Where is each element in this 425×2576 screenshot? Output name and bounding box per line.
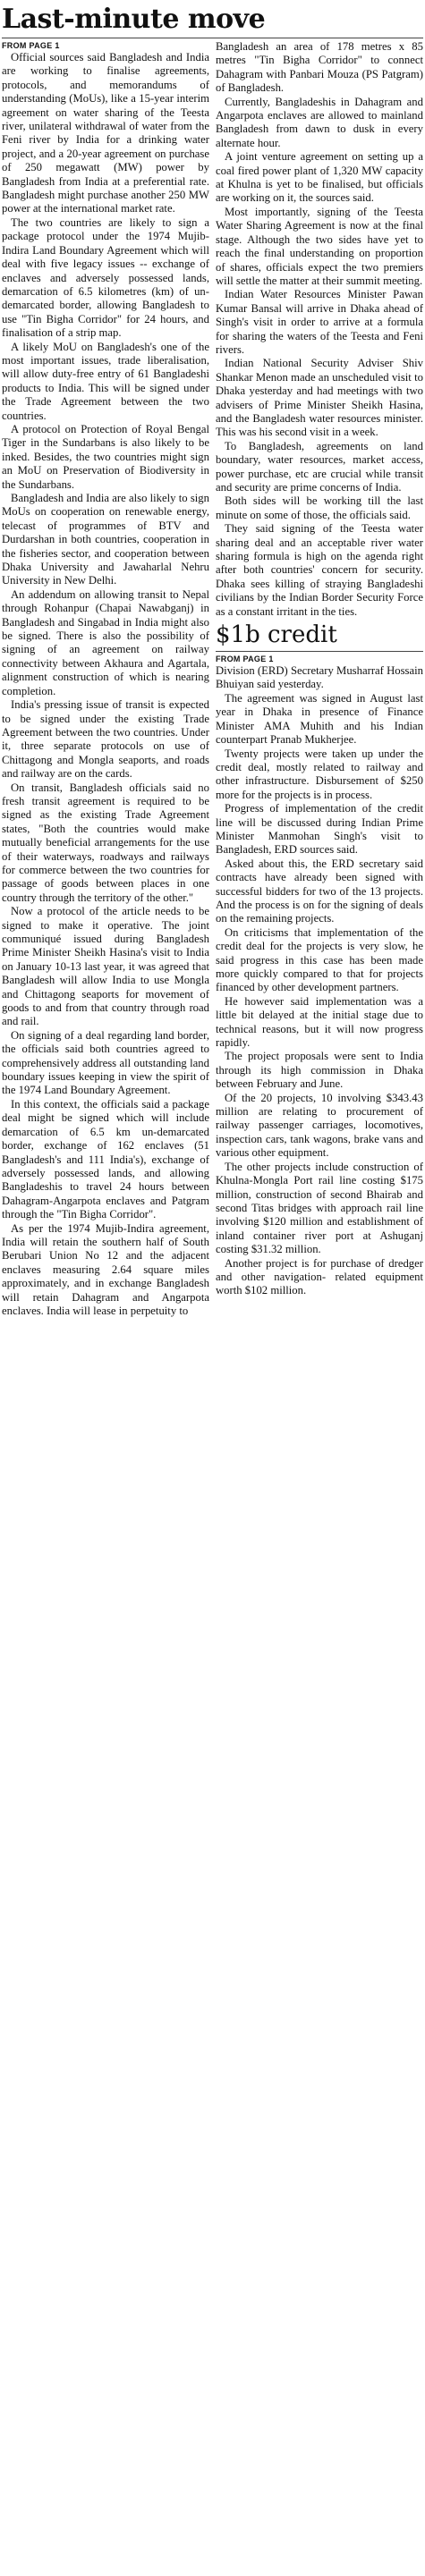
paragraph: As per the 1974 Mujib-Indira agreement, India will retain the southern half of South Berubari Union No 12 and the adjacent enclaves measuring 2.64 square miles approximately, and in exchange Bangladesh will retain Dahagram and Angarpota enclaves. India will lease in perpetuity to [2,1221,209,1317]
paragraph: India's pressing issue of transit is expected to be signed under the existing Trade Agreement between the two countries. Under it, three separate protocols on use of Chittagong and Mongla seaports, and roads and railway are on the cards. [2,698,209,781]
paragraph: He however said implementation was a little bit delayed at the initial stage due to technical reasons, but it will now progress rapidly. [216,994,423,1050]
paragraph: The agreement was signed in August last year in Dhaka in presence of Finance Minister AMA Muhith and his Indian counterpart Pranab Mukherjee. [216,691,423,747]
paragraph: Another project is for purchase of dredger and other navigation- related equipment worth $102 million. [216,1256,423,1297]
paragraph: Asked about this, the ERD secretary said contracts have already been signed with successful bidders for two of the 13 projects. And the process is on for the signing of deals on the remaining projects. [216,857,423,925]
paragraph: Of the 20 projects, 10 involving $343.43 million are relating to procurement of railway passenger carriages, locomotives, inspection cars, tank wagons, brake vans and various other equipment. [216,1091,423,1160]
paragraph: They said signing of the Teesta water sharing deal and an acceptable river water sharing formula is high on the agenda right after both countries' concern for security. Dhaka sees killing of straying Bangladeshi civilians by the Indian Border Security Force as a constant irritant in the ties. [216,522,423,618]
paragraph: Currently, Bangladeshis in Dahagram and Angarpota enclaves are allowed to mainland Bangladesh from dawn to dusk in every alternate hour. [216,95,423,149]
paragraph: The other projects include construction of Khulna-Mongla Port rail line costing $175 million, construction of second Bhairab and second Titas bridges with approach rail line involving $120 million and establishment of inland container river port at Ashuganj costing $31.32 million. [216,1160,423,1256]
paragraph: On criticisms that implementation of the credit deal for the projects is very slow, he said progress in this case has been made more quickly compared to that for projects financed by other development partners. [216,925,423,994]
paragraph: On signing of a deal regarding land border, the officials said both countries agreed to comprehensively address all outstanding land boundary issues keeping in view the spirit of the 1974 Land Boundary Agreement. [2,1028,209,1097]
newspaper-clipping [0,4,425,2576]
paragraph: Indian Water Resources Minister Pawan Kumar Bansal will arrive in Dhaka ahead of Singh's visit in order to arrive at a formula for sharing the waters of the Teesta and Feni rivers. [216,288,423,356]
paragraph: A joint venture agreement on setting up a coal fired power plant of 1,320 MW capacity at Khulna is yet to be finalised, but officials are working on it, the sources said. [216,150,423,205]
paragraph: To Bangladesh, agreements on land boundary, water resources, market access, power purchase, etc are crucial while transit and security are prime concerns of India. [216,439,423,494]
paragraph: Progress of implementation of the credit line will be discussed during Indian Prime Minister Manmohan Singh's visit to Bangladesh, ERD sources said. [216,802,423,857]
paragraph: Bangladesh an area of 178 metres x 85 metres "Tin Bigha Corridor" to connect Dahagram with Panbari Mouza (PS Patgram) of Bangladesh. [216,40,423,95]
article-columns [0,38,425,1318]
paragraph: Division (ERD) Secretary Musharraf Hossain Bhuiyan said yesterday. [216,664,423,691]
right-column [216,40,423,1318]
paragraph: Official sources said Bangladesh and India are working to finalise agreements, protocols, and memorandums of understanding (MoUs), like a 15-year interim agreement on water sharing of the Teesta river, unilateral withdrawal of water from the Feni river by India for a drinking water project, and a 20-year agreement on purchase of 250 megawatt (MW) power by Bangladesh from India at a preferential rate. Bangladesh might purchase another 250 MW power at the international market rate. [2,51,209,215]
subheadline: $1b credit [216,621,337,649]
paragraph: Bangladesh and India are also likely to sign MoUs on cooperation on renewable energy, telecast of programmes of BTV and Durdarshan in both countries, cooperation in the fisheries sector, and cooperation between Dhaka University and Jawaharlal Nehru University in New Delhi. [2,492,209,587]
paragraph: Now a protocol of the article needs to be signed to make it operative. The joint communiqué issued during Bangladesh Prime Minister Sheikh Hasina's visit to India on January 10-13 last year, it was agreed that Bangladesh will allow India to use Mongla and Chittagong seaports for movement of goods to and from that country through road and rail. [2,905,209,1028]
paragraph: An addendum on allowing transit to Nepal through Rohanpur (Chapai Nawabganj) in Bangladesh and Singabad in India might also be signed. There is also the possibility of signing of an agreement on railway connectivity between Akhaura and Agartala, alignment construction of which is nearing completion. [2,587,209,697]
jump-kicker: FROM PAGE 1 [2,41,60,50]
paragraph: On transit, Bangladesh officials said no fresh transit agreement is required to be signed as the existing Trade Agreement states, "Both the countries would make mutually beneficial arrangements for the use of their waterways, roadways and railways for commerce between the two countries for passage of goods between places in one country through the territory of the other." [2,781,209,904]
jump-kicker: FROM PAGE 1 [216,655,274,664]
paragraph: A likely MoU on Bangladesh's one of the most important issues, trade liberalisation, will allow duty-free entry of 61 Bangladeshi products to India. This will be signed under the Trade Agreement between the two countries. [2,340,209,422]
paragraph: The two countries are likely to sign a package protocol under the 1974 Mujib-Indira Land Boundary Agreement which will deal with five legacy issues -- exchange of enclaves and adversely possessed lands, demarcation of 6.5 kilometres (km) of un-demarcated border, allowing Bangladesh to use "Tin Bigha Corridor" for 24 hours, and finalisation of a strip map. [2,215,209,340]
headline: Last-minute move [2,4,266,35]
subheadline-rule [216,651,423,652]
paragraph: The project proposals were sent to India through its high commission in Dhaka between February and June. [216,1050,423,1091]
paragraph: A protocol on Protection of Royal Bengal Tiger in the Sundarbans is also likely to be inked. Besides, the two countries might sign an MoU on Preservation of Biodiversity in the Sundarbans. [2,422,209,491]
paragraph: Most importantly, signing of the Teesta Water Sharing Agreement is now at the final stage. Although the two sides have yet to reach the final understanding on proportion of shares, officials expect the two premiers will settle the matter at their summit meeting. [216,205,423,287]
left-column [2,40,209,1318]
paragraph: In this context, the officials said a package deal might be signed which will include demarcation of 6.5 km un-demarcated border, exchange of 162 enclaves (51 Bangladesh's and 111 India's), exchange of adversely possessed lands, and allowing Bangladeshis to travel 24 hours between Dahagram-Angarpota enclaves and Patgram through the "Tin Bigha Corridor". [2,1097,209,1221]
paragraph: Indian National Security Adviser Shiv Shankar Menon made an unscheduled visit to Dhaka yesterday and had meetings with two advisers of Prime Minister Sheikh Hasina, and the Bangladesh water resources minister. This was his second visit in a week. [216,357,423,439]
paragraph: Both sides will be working till the last minute on some of those, the officials said. [216,494,423,521]
paragraph: Twenty projects were taken up under the credit deal, mostly related to railway and other infrastructure. Disbursement of $250 more for the projects is in process. [216,747,423,801]
